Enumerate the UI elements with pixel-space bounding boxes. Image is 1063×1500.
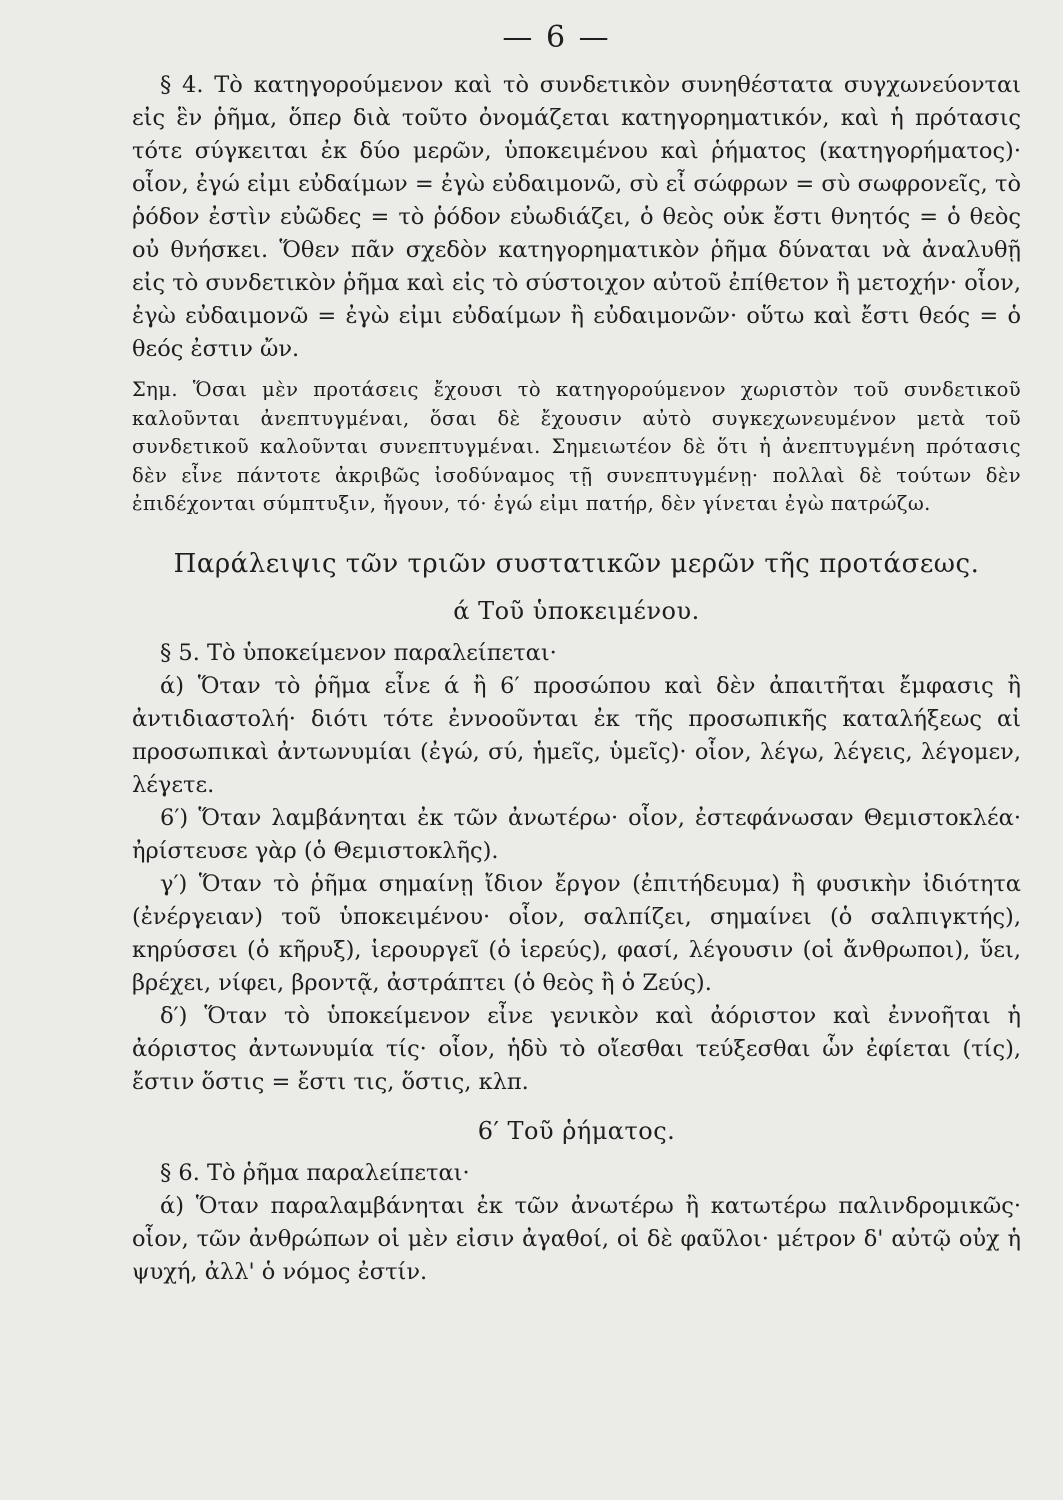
section-heading: Παράλειψις τῶν τριῶν συστατικῶν μερῶν τῆς προτάσεως. <box>173 548 980 579</box>
note-paragraph: Σημ. Ὅσαι μὲν προτάσεις ἔχουσι τὸ κατηγορούμενον χωριστὸν τοῦ συνδετικοῦ καλοῦνται ἀνεπτυγμέναι, ὅσαι δὲ ἔχουσιν αὐτὸ συγκεχωνευμένον μετὰ τοῦ συνδετικοῦ καλοῦνται συνεπτυγμέναι. Σημειωτέον δὲ ὅτι ἡ ἀνεπτυγμένη πρότασις δὲν εἶνε πάντοτε ἀκριβῶς ἰσοδύναμος τῇ συνεπτυγμένῃ· πολλαὶ δὲ τούτων δὲν ἐπιδέχονται σύμπτυξιν, ἤγουν, τό· ἐγώ εἰμι πατήρ, δὲν γίνεται ἐγὼ πατρώζω. <box>132 378 1021 515</box>
paragraph-5-c: γ′) Ὅταν τὸ ῥῆμα σημαίνῃ ἴδιον ἔργον (ἐπιτήδευμα) ἢ φυσικὴν ἰδιότητα (ἐνέργειαν) τοῦ ὑποκειμένου· οἷον, σαλπίζει, σημαίνει (ὁ σαλπιγκτής), κηρύσσει (ὁ κῆρυξ), ἱερουργεῖ (ὁ ἱερεύς), φασί, λέγουσιν (οἱ ἄνθρωποι), ὕει, βρέχει, νίφει, βροντᾷ, ἀστράπτει (ὁ θεὸς ἢ ὁ Ζεύς). <box>132 870 1021 996</box>
paragraph-section-5: § 5. Τὸ ὑποκείμενον παραλείπεται· <box>160 639 557 666</box>
subheading-verb: 6′ Τοῦ ῥήματος. <box>477 1116 676 1145</box>
paragraph-5-b: 6′) Ὅταν λαμβάνηται ἐκ τῶν ἀνωτέρω· οἷον, ἐστεφάνωσαν Θεμιστοκλέα· ἠρίστευσε γὰρ (ὁ Θεμιστοκλῆς). <box>132 804 1021 864</box>
paragraph-6-a: ά) Ὅταν παραλαμβάνηται ἐκ τῶν ἀνωτέρω ἢ κατωτέρω παλινδρομικῶς· οἷον, τῶν ἀνθρώπων οἱ μὲν εἰσιν ἀγαθοί, οἱ δὲ φαῦλοι· μέτρον δ' αὐτῷ οὐχ ἡ ψυχή, ἀλλ' ὁ νόμος ἐστίν. <box>132 1192 1021 1285</box>
paragraph-section-4: § 4. Τὸ κατηγορούμενον καὶ τὸ συνδετικὸν συνηθέστατα συγχωνεύονται εἰς ἓν ῥῆμα, ὅπερ διὰ τοῦτο ὀνομάζεται κατηγορηματικόν, καὶ ἡ πρότασις τότε σύγκειται ἐκ δύο μερῶν, ὑποκειμένου καὶ ῥήματος (κατηγορήματος)· οἷον, ἐγώ εἰμι εὐδαίμων = ἐγὼ εὐδαιμονῶ, σὺ εἶ σώφρων = σὺ σωφρονεῖς, τὸ ῥόδον ἐστὶν εὐῶδες = τὸ ῥόδον εὐωδιάζει, ὁ θεὸς οὐκ ἔστι θνητός = ὁ θεὸς οὐ θνήσκει. Ὅθεν πᾶν σχεδὸν κατηγορηματικὸν ῥῆμα δύναται νὰ ἀναλυθῇ εἰς τὸ συνδετικὸν ῥῆμα καὶ εἰς τὸ σύστοιχον αὐτοῦ ἐπίθετον ἢ μετοχήν· οἷον, ἐγὼ εὐδαιμονῶ = ἐγὼ εἰμι εὐδαίμων ἢ εὐδαιμονῶν· οὕτω καὶ ἔστι θεός = ὁ θεός ἐστιν ὤν. <box>132 72 1021 362</box>
paragraph-section-6: § 6. Τὸ ῥῆμα παραλείπεται· <box>160 1159 470 1186</box>
paragraph-5-a: ά) Ὅταν τὸ ῥῆμα εἶνε ά ἢ 6′ προσώπου καὶ δὲν ἀπαιτῆται ἔμφασις ἢ ἀντιδιαστολή· διότι τότε ἐννοοῦνται ἐκ τῆς προσωπικῆς καταλήξεως αἱ προσωπικαὶ ἀντωνυμίαι (ἐγώ, σύ, ἡμεῖς, ὑμεῖς)· οἷον, λέγω, λέγεις, λέγομεν, λέγετε. <box>132 672 1021 798</box>
subheading-subject: ά Τοῦ ὑποκειμένου. <box>453 596 700 625</box>
page-number: — 6 — <box>502 20 611 55</box>
paragraph-5-d: δ′) Ὅταν τὸ ὑποκείμενον εἶνε γενικὸν καὶ ἀόριστον καὶ ἐννοῆται ἡ ἀόριστος ἀντωνυμία τίς· οἷον, ἡδὺ τὸ οἴεσθαι τεύξεσθαι ὧν ἐφίεται (τίς), ἔστιν ὅστις = ἔστι τις, ὅστις, κλπ. <box>132 1002 1021 1095</box>
